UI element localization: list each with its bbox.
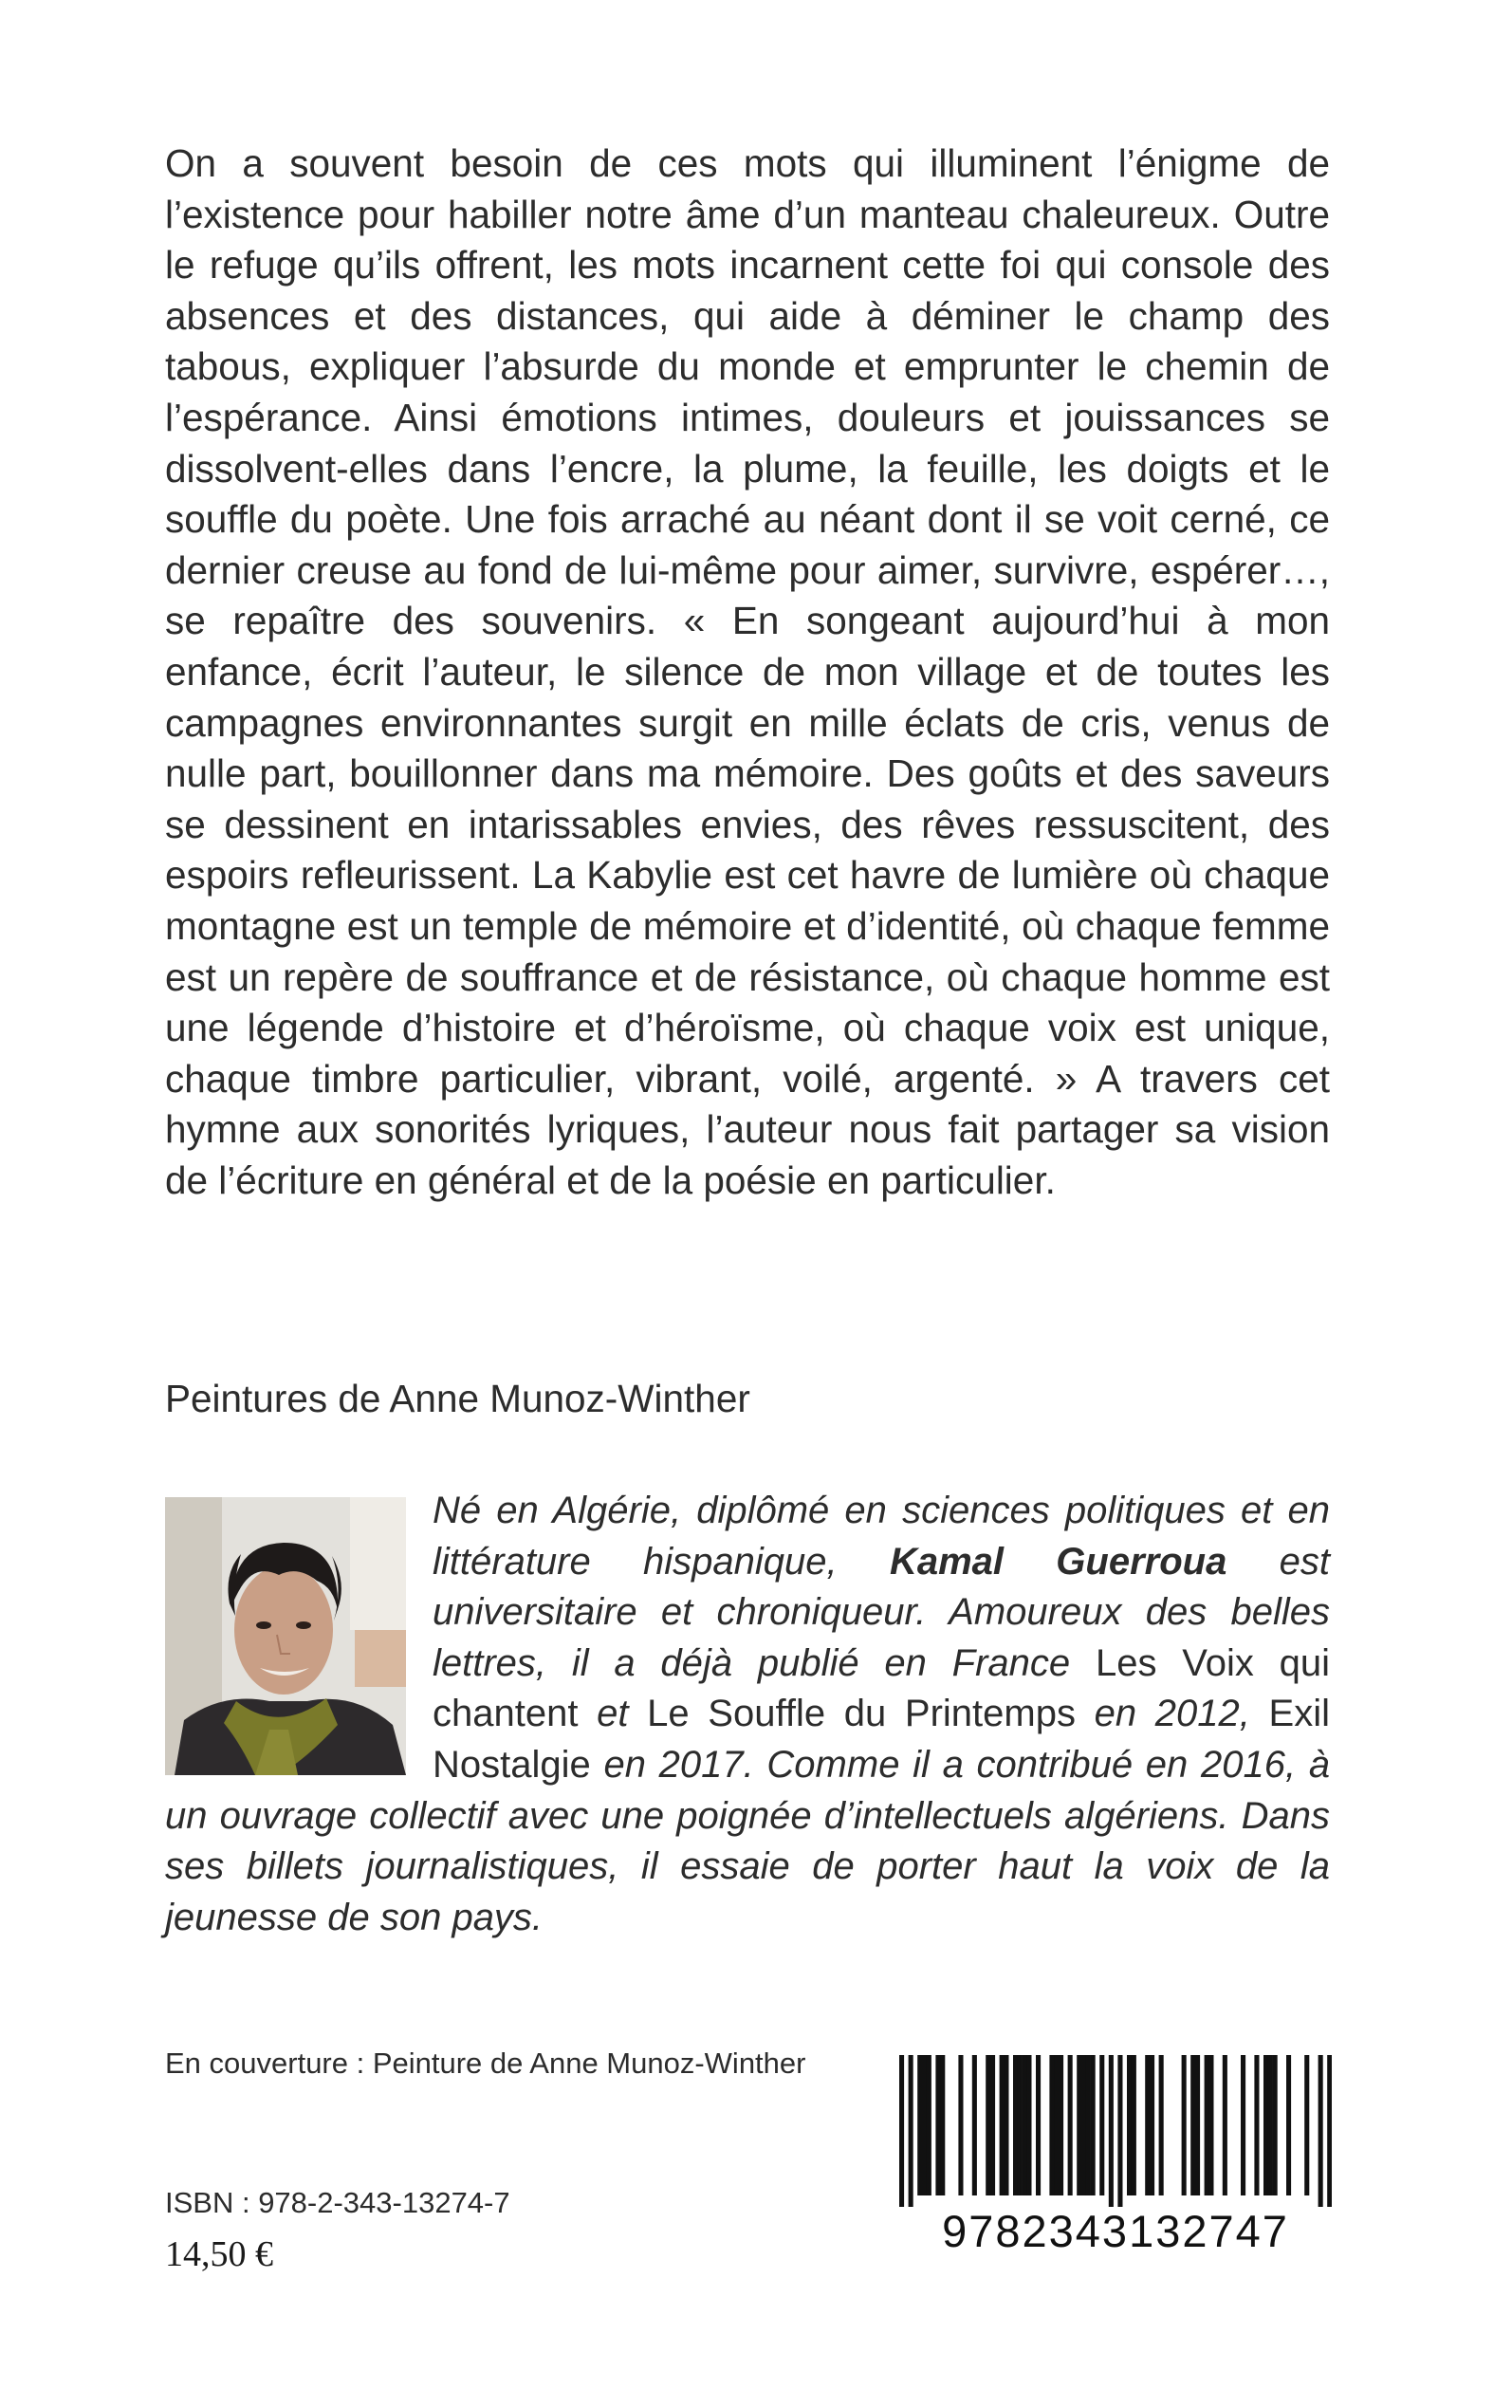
barcode-bar	[1132, 2055, 1136, 2195]
barcode-bar	[917, 2055, 922, 2195]
barcode-bar	[1054, 2055, 1059, 2195]
bio-text-4: en 2012,	[1075, 1693, 1269, 1735]
barcode-bar	[1127, 2055, 1132, 2195]
barcode-bar	[1195, 2055, 1200, 2195]
barcode-bar	[1013, 2055, 1018, 2195]
barcode-bar	[1023, 2055, 1027, 2195]
barcode-bar	[1327, 2055, 1332, 2207]
back-cover-blurb: On a souvent besoin de ces mots qui illuminent l’énigme de l’existence pour habiller notre âme d’un manteau chaleureux. Outre le refuge qu’ils offrent, les mots incarnent cette foi qui console des absences et des distances, qui aide à déminer le champ des tabous, expliquer l’absurde du monde et emprunter le chemin de l’espérance. Ainsi émotions intimes, douleurs et jouissances se dissolvent-elles dans l’encre, la plume, la feuille, les doigts et le souffle du poète. Une fois arraché au néant dont il se voit cerné, ce dernier creuse au fond de lui-même pour aimer, survivre, espérer…, se repaître des souvenirs. « En songeant aujourd’hui à mon enfance, écrit l’auteur, le silence de mon village et de toutes les campagnes environnantes surgit en mille éclats de cris, venus de nulle part, bouillonner dans ma mémoire. Des goûts et des saveurs se dessinent en intarissables envies, des rêves ressuscitent, des espoirs refleurissent. La Kabylie est cet havre de lumière où chaque montagne est un temple de mémoire et d’identité, où chaque femme est un repère de souffrance et de résistance, où chaque homme est une légende d’histoire et d’héroïsme, où chaque voix est unique, chaque timbre particulier, vibrant, voilé, argenté. » A travers cet hymne aux sonorités lyriques, l’auteur nous fait partager sa vision de l’écriture en général et de la poésie en particulier.	[165, 141, 1330, 1202]
barcode-digits: 9782343132747	[942, 2206, 1289, 2256]
bio-text-1: Né en Algérie, diplômé en sciences politiques et en littérature hispanique,	[433, 1490, 1330, 1583]
barcode-bars	[899, 2055, 1332, 2207]
photo-spacer	[165, 1486, 433, 1789]
barcode-bar	[1086, 2055, 1091, 2195]
barcode-bar	[935, 2055, 940, 2195]
barcode-bar	[1059, 2055, 1063, 2195]
barcode-bar	[1208, 2055, 1213, 2195]
barcode-bar	[1273, 2055, 1278, 2195]
barcode-bar	[1254, 2055, 1259, 2195]
barcode-bar	[986, 2055, 990, 2195]
barcode-bar	[1109, 2055, 1114, 2207]
barcode-bar	[1145, 2055, 1150, 2195]
price: 14,50 €	[165, 2234, 273, 2274]
barcode-bar	[1018, 2055, 1023, 2195]
barcode-bar	[1150, 2055, 1154, 2195]
barcode-bar	[1223, 2055, 1227, 2195]
barcode-bar	[922, 2055, 927, 2195]
barcode-bar	[940, 2055, 945, 2195]
barcode-bar	[1036, 2055, 1041, 2195]
barcode-bar	[899, 2055, 904, 2207]
barcode-bar	[1159, 2055, 1164, 2195]
book-title-3: Exil Nostalgie	[433, 1693, 1330, 1786]
barcode-bar	[909, 2055, 913, 2207]
barcode-bar	[1068, 2055, 1073, 2195]
barcode-bar	[1081, 2055, 1086, 2195]
bio-text-3: et	[578, 1693, 648, 1735]
barcode-bar	[1026, 2055, 1031, 2195]
barcode-bar	[1049, 2055, 1054, 2195]
barcode-bar	[1190, 2055, 1195, 2195]
isbn: ISBN : 978-2-343-13274-7	[165, 2186, 510, 2219]
barcode-bar	[1263, 2055, 1268, 2195]
barcode-bar	[1117, 2055, 1122, 2207]
barcode-bar	[1099, 2055, 1104, 2195]
barcode-bar	[972, 2055, 977, 2195]
bio-text-2: est universitaire et chroniqueur. Amoureux des belles lettres, il a déjà publié en France	[433, 1540, 1330, 1684]
barcode-bar	[1268, 2055, 1273, 2195]
barcode-bar	[1318, 2055, 1323, 2207]
bio-text-5: en 2017. Comme il a contribué en 2016, à un ouvrage collectif avec une poignée d’intellectuels algériens. Dans ses billets journalistiques, il essaie de porter haut la voix de la jeunesse de son pays.	[165, 1743, 1330, 1938]
barcode-bar	[1000, 2055, 1005, 2195]
barcode-bar	[1205, 2055, 1209, 2195]
barcode-bar	[1241, 2055, 1245, 2195]
barcode-bar	[958, 2055, 963, 2195]
book-title-2: Le Souffle du Printemps	[647, 1693, 1076, 1735]
barcode-bar	[1182, 2055, 1187, 2195]
barcode-bar	[1077, 2055, 1081, 2195]
paintings-credit: Peintures de Anne Munoz-Winther	[165, 1377, 750, 1420]
barcode-bar	[990, 2055, 995, 2195]
author-bio	[165, 1486, 1330, 1943]
author-name: Kamal Guerroua	[889, 1540, 1227, 1583]
barcode-bar	[1091, 2055, 1096, 2195]
isbn-barcode	[899, 2055, 1332, 2302]
barcode-bar	[927, 2055, 931, 2195]
barcode-bar	[1304, 2055, 1309, 2195]
cover-credit: En couverture : Peinture de Anne Munoz-Winther	[165, 2047, 806, 2080]
barcode-bar	[1286, 2055, 1291, 2195]
barcode-bar	[1004, 2055, 1008, 2195]
book-title-1: Les Voix qui chantent	[433, 1641, 1331, 1735]
